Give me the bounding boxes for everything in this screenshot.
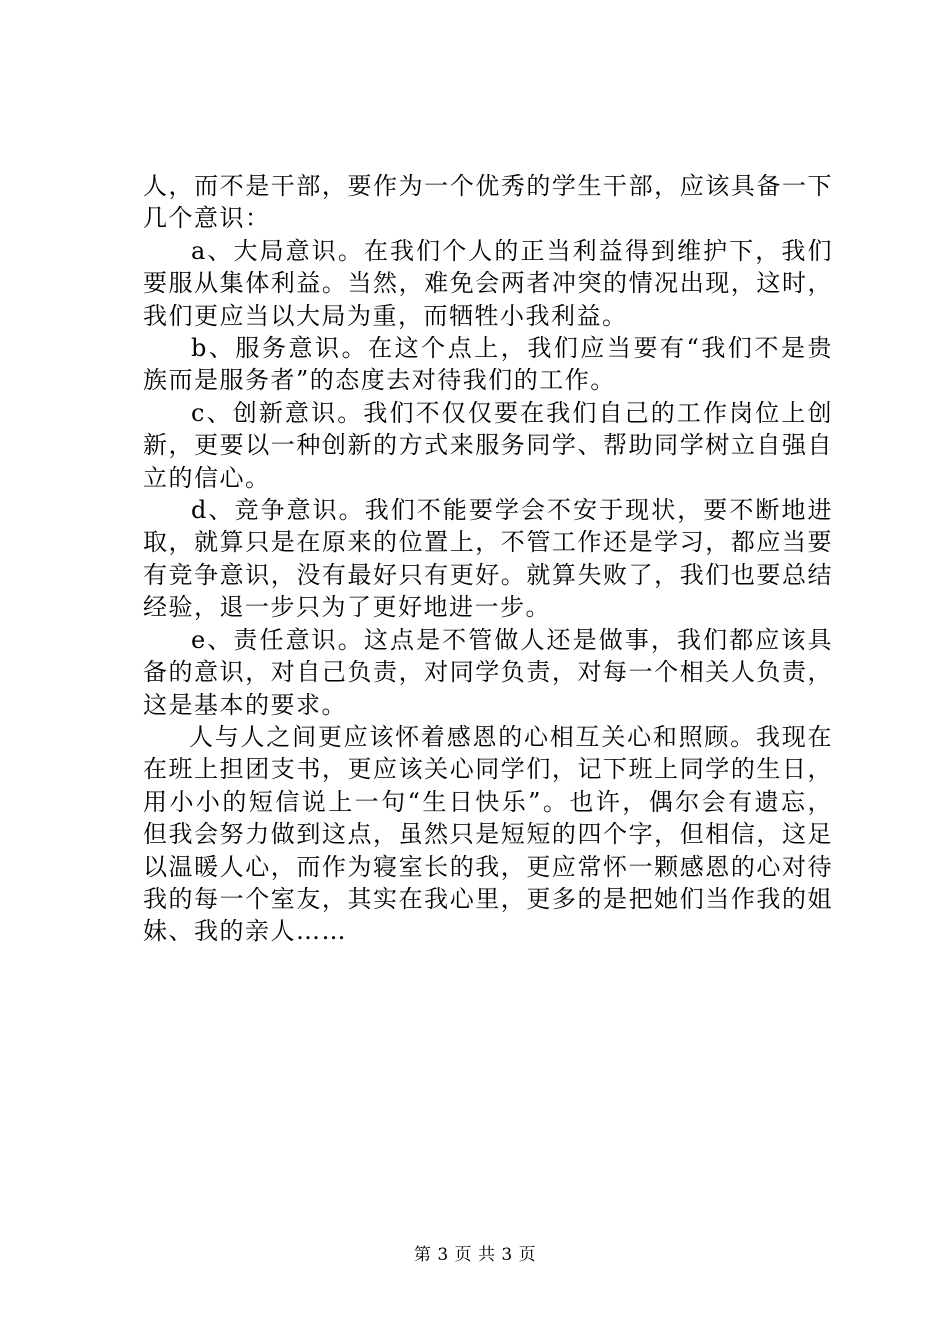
page-number-label: 第 3 页 共 3 页 xyxy=(413,1245,537,1265)
paragraph-item-a: a、大局意识。在我们个人的正当利益得到维护下，我们要服从集体利益。当然，难免会两者冲突的情况出现，这时，我们更应当以大局为重，而牺牲小我利益。 xyxy=(143,236,833,330)
document-body xyxy=(143,170,833,948)
paragraph-item-e: e、责任意识。这点是不管做人还是做事，我们都应该具备的意识，对自己负责，对同学负责，对每一个相关人负责，这是基本的要求。 xyxy=(143,625,833,719)
paragraph-item-b: b、服务意识。在这个点上，我们应当要有“我们不是贵族而是服务者”的态度去对待我们的工作。 xyxy=(143,334,833,395)
paragraph-gratitude: 人与人之间更应该怀着感恩的心相互关心和照顾。我现在在班上担团支书，更应该关心同学们，记下班上同学的生日，用小小的短信说上一句“生日快乐”。也许，偶尔会有遗忘，但我会努力做到这点，虽然只是短短的四个字，但相信，这足以温暖人心，而作为寝室长的我，更应常怀一颗感恩的心对待我的每一个室友，其实在我心里，更多的是把她们当作我的姐妹、我的亲人…… xyxy=(143,722,833,946)
paragraph-item-d: d、竞争意识。我们不能要学会不安于现状，要不断地进取，就算只是在原来的位置上，不管工作还是学习，都应当要有竞争意识，没有最好只有更好。就算失败了，我们也要总结经验，退一步只为了更好地进一步。 xyxy=(143,496,833,622)
paragraph-intro-continued: 人，而不是干部，要作为一个优秀的学生干部，应该具备一下几个意识： xyxy=(143,172,833,233)
paragraph-item-c: c、创新意识。我们不仅仅要在我们自己的工作岗位上创新，更要以一种创新的方式来服务同学、帮助同学树立自强自立的信心。 xyxy=(143,398,833,492)
page-footer xyxy=(0,1244,950,1266)
